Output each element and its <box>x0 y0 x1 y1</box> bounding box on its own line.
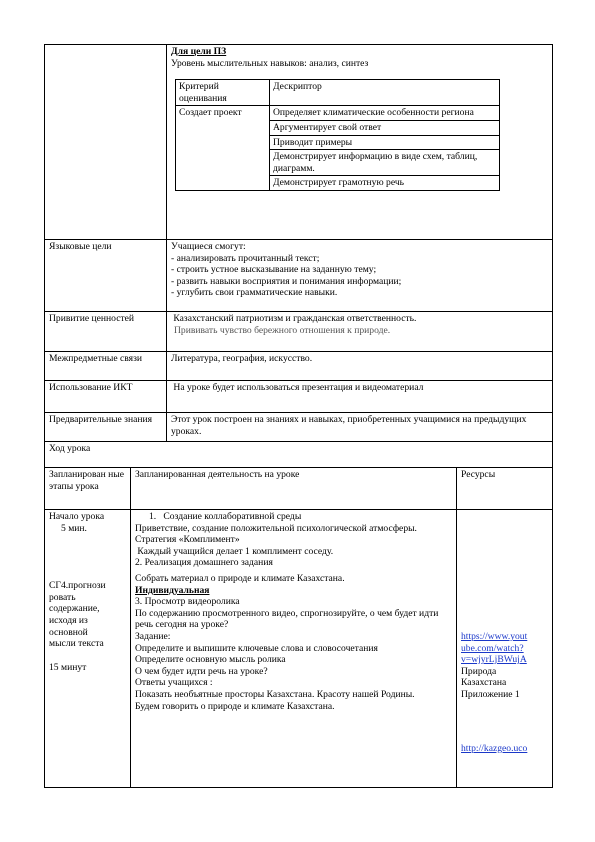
activity-homework-title: 2. Реализация домашнего задания <box>135 557 273 569</box>
resource-line: Приложение 1 <box>461 688 520 700</box>
stage-start: Начало урока <box>49 511 105 522</box>
stage-cell <box>45 510 131 788</box>
sg-line: основной <box>49 626 88 638</box>
sg-line: ровать <box>49 591 76 603</box>
activity-video-title: 3. Просмотр видеоролика <box>135 596 240 608</box>
activity-task: О чем будет идти речь на уроке? <box>135 665 268 677</box>
assessment-block <box>167 45 553 240</box>
descriptor-cell: Определяет климатические особенности региона <box>270 106 500 121</box>
activity-task-label: Задание: <box>135 630 171 642</box>
language-line: - анализировать прочитанный текст; <box>171 252 320 264</box>
activity-homework: Собрать материал о природе и климате Казахстана. <box>135 572 345 584</box>
activity-answers-label: Ответы учащихся : <box>135 677 213 689</box>
activity-individual: Индивидуальная <box>135 584 210 596</box>
thinking-level: Уровень мыслительных навыков: анализ, синтез <box>171 57 369 69</box>
header-resources: Ресурсы <box>457 468 553 510</box>
sg-line: СГ4.прогнози <box>49 580 106 592</box>
kazgeo-link[interactable]: http://kazgeo.uco <box>461 742 528 754</box>
youtube-link[interactable] <box>461 631 549 666</box>
link-line: ube.com/watch? <box>461 642 524 654</box>
prior-cell: Этот урок построен на знаниях и навыках, приобретенных учащимися на предыдущих уроках. <box>167 413 553 442</box>
values-line-2: Прививать чувство бережного отношения к природе. <box>174 324 391 336</box>
cross-cell: Литература, география, искусство. <box>167 352 553 381</box>
row-label-course: Ход урока <box>45 442 553 468</box>
activity-strategy: Стратегия «Комплимент» <box>135 534 240 546</box>
link-line: v=wjyrLjBWujA <box>461 654 527 666</box>
row-label-ict: Использование ИКТ <box>45 381 167 413</box>
activity-task: Определите основную мысль ролика <box>135 654 286 666</box>
criterion-header: Критерий оценивания <box>176 80 270 106</box>
descriptor-cell: Демонстрирует информацию в виде схем, таблиц, диаграмм. <box>270 150 500 176</box>
lesson-plan-table <box>44 44 553 788</box>
header-stages: Запланирован ные этапы урока <box>45 468 131 510</box>
values-cell <box>167 312 553 352</box>
language-line: - развить навыки восприятия и понимания информации; <box>171 275 402 287</box>
values-line: Казахстанский патриотизм и гражданская ответственность. <box>171 313 417 324</box>
ict-cell: На уроке будет использоваться презентация и видеоматериал <box>167 381 553 413</box>
language-goals <box>167 240 553 312</box>
descriptor-cell: Аргументирует свой ответ <box>270 120 500 135</box>
empty-cell <box>45 45 167 240</box>
row-label-cross: Межпредметные связи <box>45 352 167 381</box>
link-line: https://www.yout <box>461 631 528 642</box>
activity-answer: Показать необъятные просторы Казахстана. Красоту нашей Родины. <box>135 688 415 700</box>
activity-compliment: Каждый учащийся делает 1 комплимент соседу. <box>135 545 334 557</box>
criterion-cell: Создает проект <box>176 106 270 191</box>
sg-line: исходя из <box>49 614 88 626</box>
language-line: Учащиеся смогут: <box>171 241 246 252</box>
resource-line: Казахстана <box>461 677 507 689</box>
activity-video-question: По содержанию просмотренного видео, спрогнозируйте, о чем будет идти речь сегодня на уроке? <box>135 607 439 631</box>
criteria-table <box>175 79 500 191</box>
activity-task: Определите и выпишите ключевые слова и словосочетания <box>135 642 378 654</box>
activity-cell <box>131 510 457 788</box>
stage-time-2: 15 минут <box>49 661 87 673</box>
row-label-language: Языковые цели <box>45 240 167 312</box>
activity-answer: Будем говорить о природе и климате Казахстана. <box>135 700 335 712</box>
activity-greeting: Приветствие, создание положительной психологической атмосферы. <box>135 522 417 534</box>
descriptor-header: Дескриптор <box>270 80 500 106</box>
sg-line: содержание, <box>49 603 100 615</box>
descriptor-cell: Демонстрирует грамотную речь <box>270 176 500 191</box>
language-line: - строить устное высказывание на заданную тему; <box>171 264 377 276</box>
header-activity: Запланированная деятельность на уроке <box>131 468 457 510</box>
language-line: - углубить свои грамматические навыки. <box>171 287 338 299</box>
resources-cell <box>457 510 553 788</box>
row-label-values: Привитие ценностей <box>45 312 167 352</box>
goal-heading: Для цели ПЗ <box>171 46 227 57</box>
stage-duration: 5 мин. <box>61 522 87 534</box>
resource-line: Природа <box>461 665 497 677</box>
sg-line: мысли текста <box>49 638 104 650</box>
row-label-prior: Предварительные знания <box>45 413 167 442</box>
descriptor-cell: Приводит примеры <box>270 135 500 150</box>
activity-item-1: 1. Создание коллаборативной среды <box>149 511 302 522</box>
